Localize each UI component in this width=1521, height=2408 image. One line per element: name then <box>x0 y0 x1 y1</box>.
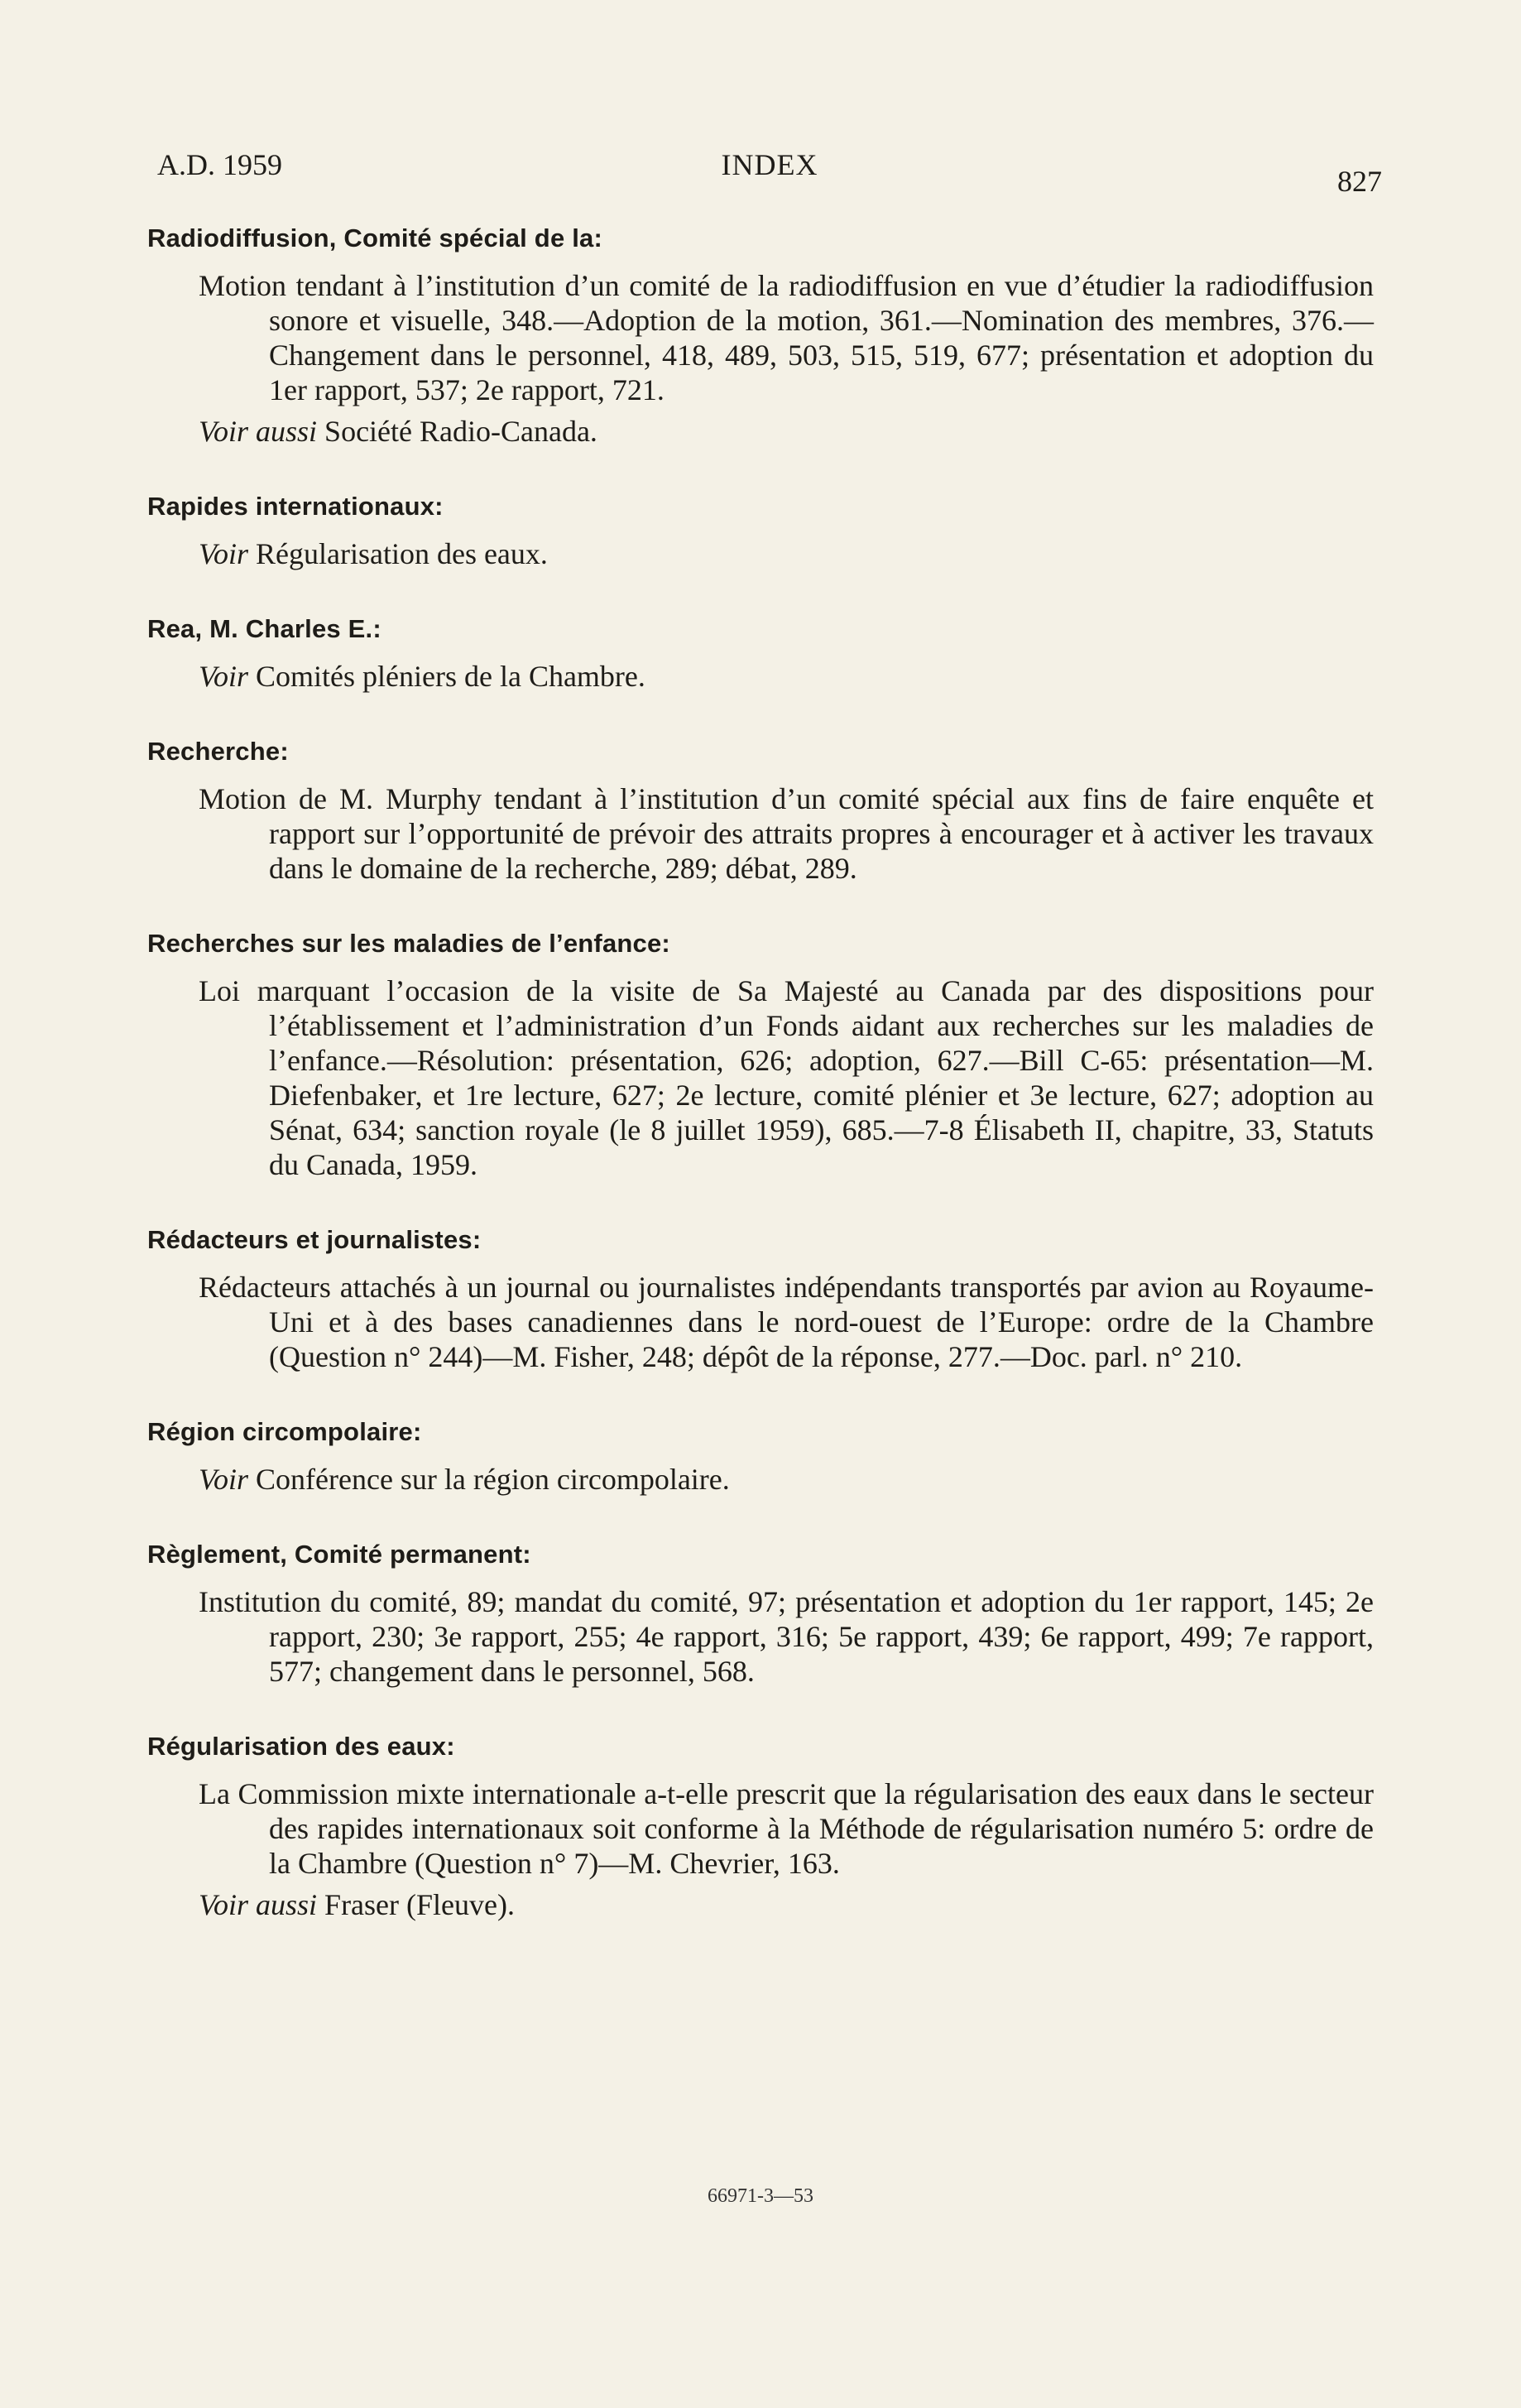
index-entry-region-circompolaire <box>132 1417 1390 1497</box>
entry-heading: Rea, M. Charles E.: <box>147 614 381 643</box>
entry-heading: Région circompolaire: <box>147 1417 422 1446</box>
index-entries <box>132 223 1390 1965</box>
entry-body: Motion de M. Murphy tendant à l’institution d’un comité spécial aux fins de faire enquête et rapport sur l’opportunité de prévoir des attraits propres à encourager et à activer les travaux dans le domaine de la recherche, 289; débat, 289. <box>199 782 1374 885</box>
index-entry-rea <box>132 614 1390 694</box>
index-entry-rapides-internationaux <box>132 492 1390 571</box>
entry-cross-reference <box>132 536 1390 571</box>
cross-reference-target: Régularisation des eaux. <box>248 537 548 570</box>
entry-body: Institution du comité, 89; mandat du comité, 97; présentation et adoption du 1er rapport, 145; 2e rapport, 230; 3e rapport, 255; 4e rapport, 316; 5e rapport, 439; 6e rapport, 499; 7e rapport, 577; changement dans le personnel, 568. <box>199 1585 1374 1688</box>
entry-body: La Commission mixte internationale a-t-elle prescrit que la régularisation des eaux dans le secteur des rapides internationaux soit conforme à la Méthode de régularisation numéro 5: ordre de la Chambre (Question n° 7)—M. Chevrier, 163. <box>199 1777 1374 1880</box>
index-entry-recherche <box>132 737 1390 886</box>
entry-cross-reference <box>132 1887 1390 1922</box>
cross-reference-label: Voir <box>199 660 249 693</box>
entry-heading: Rédacteurs et journalistes: <box>147 1225 482 1254</box>
entry-cross-reference <box>132 659 1390 694</box>
index-entry-regularisation-eaux <box>132 1732 1390 1922</box>
cross-reference-label: Voir aussi <box>199 415 318 448</box>
index-entry-reglement-comite <box>132 1540 1390 1689</box>
cross-reference-label: Voir <box>199 537 249 570</box>
entry-heading: Rapides internationaux: <box>147 492 444 521</box>
entry-heading: Recherche: <box>147 737 289 766</box>
entry-heading: Recherches sur les maladies de l’enfance: <box>147 929 670 958</box>
entry-heading: Régularisation des eaux: <box>147 1732 455 1761</box>
cross-reference-label: Voir aussi <box>199 1888 318 1921</box>
entry-body: Rédacteurs attachés à un journal ou journalistes indépendants transportés par avion au Royaume-Uni et à des bases canadiennes dans le nord-ouest de l’Europe: ordre de la Chambre (Question n° 244)—M. Fisher, 248; dépôt de la réponse, 277.—Doc. parl. n° 210. <box>199 1271 1374 1373</box>
entry-cross-reference <box>132 1462 1390 1497</box>
year-label: A.D. 1959 <box>157 148 282 181</box>
cross-reference-target: Société Radio-Canada. <box>317 415 597 448</box>
page-title: INDEX <box>721 148 818 181</box>
page-number: 827 <box>1337 165 1382 198</box>
printer-code: 66971-3—53 <box>708 2185 813 2207</box>
running-head <box>157 141 1382 198</box>
cross-reference-label: Voir <box>199 1463 249 1496</box>
entry-cross-reference <box>132 414 1390 449</box>
index-entry-recherches-maladies-enfance <box>132 929 1390 1182</box>
cross-reference-target: Fraser (Fleuve). <box>317 1888 515 1921</box>
entry-body: Loi marquant l’occasion de la visite de Sa Majesté au Canada par des dispositions pour l’établissement et l’administration d’un Fonds aidant aux recherches sur les maladies de l’enfance.—Résolution: présentation, 626; adoption, 627.—Bill C-65: présentation—M. Diefenbaker, et 1re lecture, 627; 2e lecture, comité plénier et 3e lecture, 627; adoption au Sénat, 634; sanction royale (le 8 juillet 1959), 685.—7-8 Élisabeth II, chapitre, 33, Statuts du Canada, 1959. <box>199 974 1374 1181</box>
entry-body: Motion tendant à l’institution d’un comité de la radiodiffusion en vue d’étudier la radiodiffusion sonore et visuelle, 348.—Adoption de la motion, 361.—Nomination des membres, 376.—Changement dans le personnel, 418, 489, 503, 515, 519, 677; présentation et adoption du 1er rapport, 537; 2e rapport, 721. <box>199 269 1374 406</box>
cross-reference-target: Comités pléniers de la Chambre. <box>248 660 645 693</box>
entry-heading: Radiodiffusion, Comité spécial de la: <box>147 223 602 252</box>
cross-reference-target: Conférence sur la région circompolaire. <box>248 1463 730 1496</box>
index-entry-redacteurs-journalistes <box>132 1225 1390 1374</box>
entry-heading: Règlement, Comité permanent: <box>147 1540 531 1569</box>
index-entry-radiodiffusion <box>132 223 1390 449</box>
